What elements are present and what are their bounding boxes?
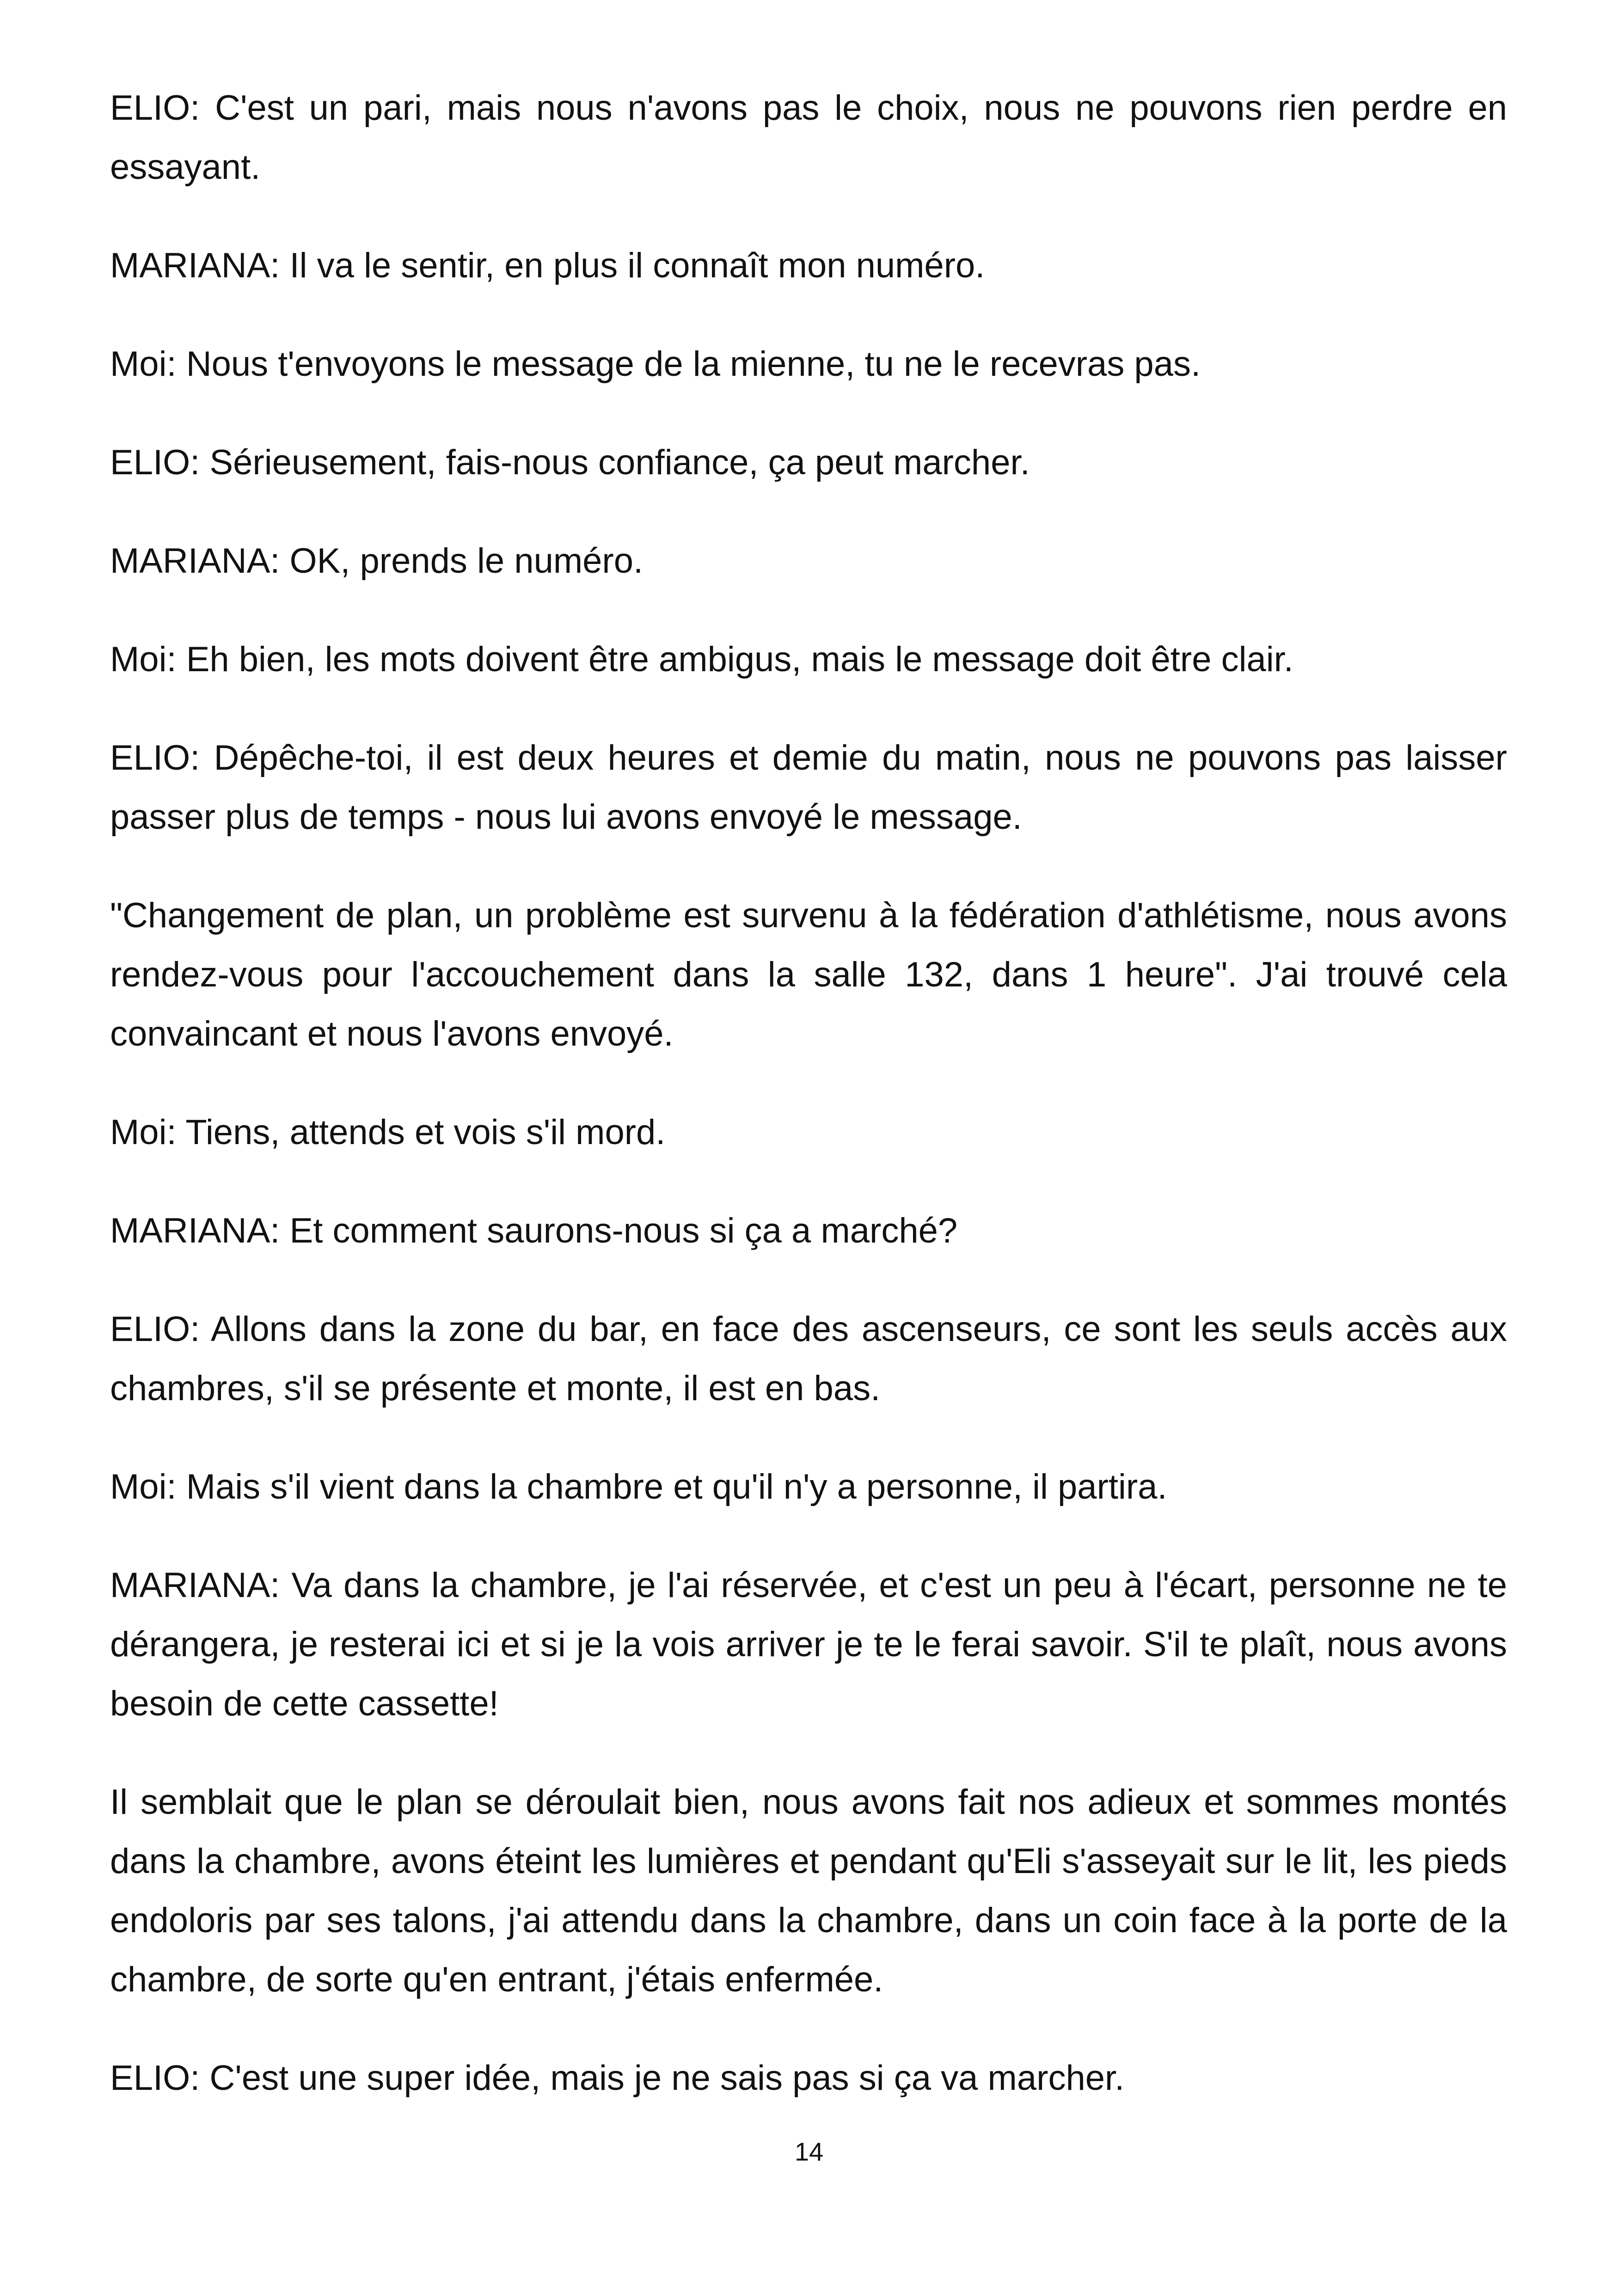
- paragraph: ELIO: Allons dans la zone du bar, en face des ascenseurs, ce sont les seuls accès aux chambres, s'il se présente et monte, il est en bas.: [110, 1310, 1507, 1408]
- paragraph: MARIANA: Il va le sentir, en plus il connaît mon numéro.: [110, 246, 985, 285]
- paragraph: Il semblait que le plan se déroulait bien, nous avons fait nos adieux et sommes montés dans la chambre, avons éteint les lumières et pendant qu'Eli s'asseyait sur le lit, les pieds endoloris par ses talons, j'ai attendu dans la chambre, dans un coin face à la porte de la chambre, de sorte qu'en entrant, j'étais enfermée.: [110, 1782, 1507, 1999]
- paragraph: "Changement de plan, un problème est survenu à la fédération d'athlétisme, nous avons rendez-vous pour l'accouchement dans la salle 132, dans 1 heure". J'ai trouvé cela convaincant et nous l'avons envoyé.: [110, 896, 1507, 1053]
- paragraph: MARIANA: OK, prends le numéro.: [110, 541, 644, 581]
- paragraph: ELIO: C'est un pari, mais nous n'avons pas le choix, nous ne pouvons rien perdre en essayant.: [110, 88, 1507, 187]
- paragraph: MARIANA: Et comment saurons-nous si ça a marché?: [110, 1211, 958, 1250]
- paragraph: MARIANA: Va dans la chambre, je l'ai réservée, et c'est un peu à l'écart, personne ne te dérangera, je resterai ici et si je la vois arriver je te le ferai savoir. S'il te plaît, nous avons besoin de cette cassette!: [110, 1566, 1507, 1723]
- paragraph: Moi: Nous t'envoyons le message de la mienne, tu ne le recevras pas.: [110, 344, 1201, 384]
- page-number: 14: [794, 2137, 824, 2166]
- paragraph: Moi: Eh bien, les mots doivent être ambigus, mais le message doit être clair.: [110, 640, 1293, 679]
- document-body: [110, 79, 1507, 2108]
- paragraph: Moi: Mais s'il vient dans la chambre et qu'il n'y a personne, il partira.: [110, 1467, 1167, 1506]
- paragraph: ELIO: Sérieusement, fais-nous confiance, ça peut marcher.: [110, 443, 1030, 482]
- paragraph: ELIO: Dépêche-toi, il est deux heures et demie du matin, nous ne pouvons pas laisser passer plus de temps - nous lui avons envoyé le message.: [110, 738, 1507, 837]
- paragraph: ELIO: C'est une super idée, mais je ne sais pas si ça va marcher.: [110, 2058, 1125, 2098]
- paragraph: Moi: Tiens, attends et vois s'il mord.: [110, 1113, 666, 1152]
